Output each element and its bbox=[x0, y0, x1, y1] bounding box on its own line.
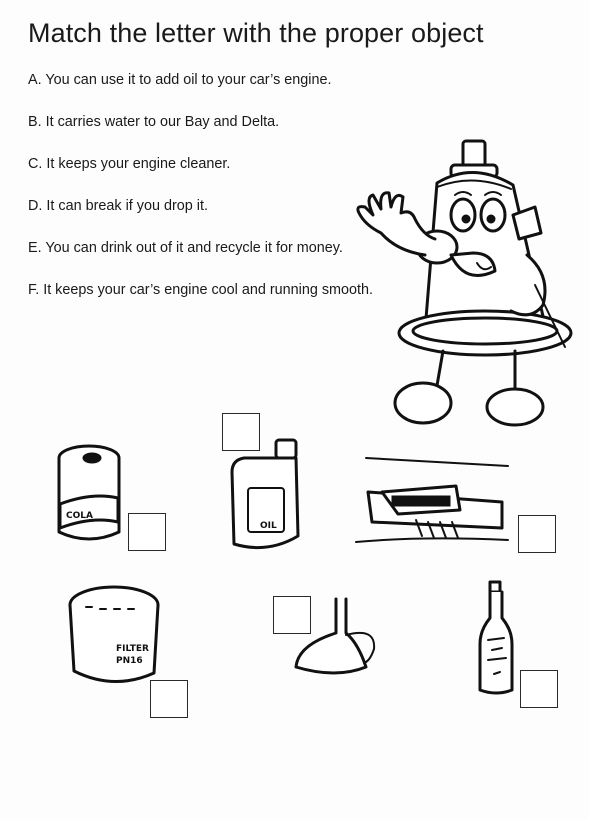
filter-label-line1: FILTER bbox=[116, 644, 149, 654]
answer-box-oil-filter[interactable] bbox=[150, 680, 188, 718]
oil-can-mascot-illustration bbox=[345, 135, 575, 445]
worksheet-title: Match the letter with the proper object bbox=[28, 18, 484, 48]
oil-label: OIL bbox=[260, 521, 277, 531]
oil-bottle-illustration bbox=[228, 436, 304, 554]
glass-bottle-illustration bbox=[472, 578, 520, 698]
clue-c: C. It keeps your engine cleaner. bbox=[28, 156, 231, 172]
funnel-illustration bbox=[292, 597, 382, 677]
answer-box-glass-bottle[interactable] bbox=[520, 670, 558, 708]
clue-e: E. You can drink out of it and recycle it for money. bbox=[28, 240, 343, 256]
answer-box-storm-drain[interactable] bbox=[518, 515, 556, 553]
clue-b: B. It carries water to our Bay and Delta. bbox=[28, 114, 280, 130]
clue-f: F. It keeps your car’s engine cool and running smooth. bbox=[28, 282, 374, 298]
oil-filter-illustration bbox=[66, 583, 166, 689]
answer-box-cola-can[interactable] bbox=[128, 513, 166, 551]
clue-d: D. It can break if you drop it. bbox=[28, 198, 208, 214]
storm-drain-illustration bbox=[352, 452, 512, 548]
filter-label-line2: PN16 bbox=[116, 656, 143, 666]
cola-can-illustration bbox=[52, 442, 126, 546]
clue-a: A. You can use it to add oil to your car’s engine. bbox=[28, 72, 332, 88]
cola-label: COLA bbox=[66, 511, 93, 521]
